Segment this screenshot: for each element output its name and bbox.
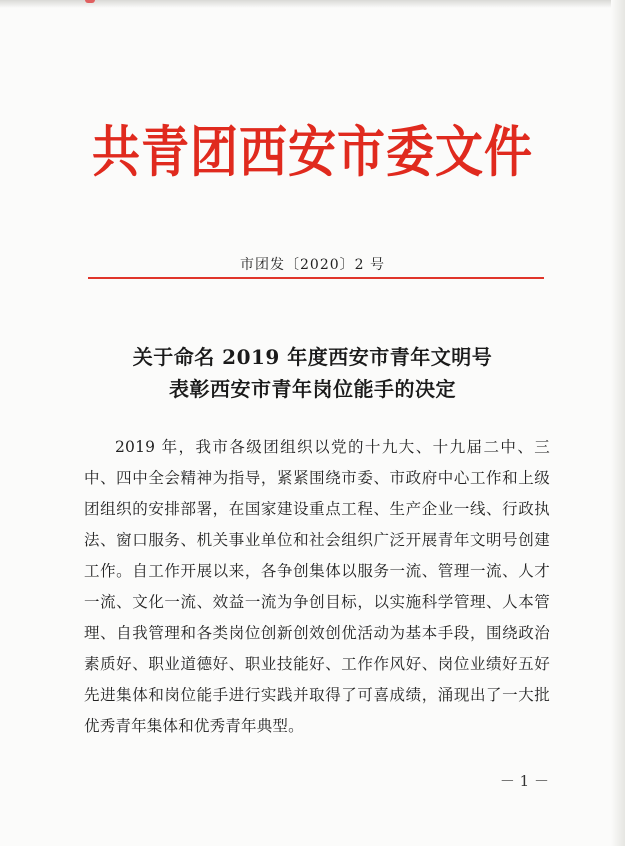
document-number: 市团发〔2020〕2 号 (240, 257, 385, 273)
corner-mark (85, 0, 95, 3)
page-number: － 1 － (499, 772, 549, 790)
red-separator-line (88, 277, 544, 279)
document-masthead: 共青团西安市委文件 (91, 120, 533, 185)
document-title-line-2: 表彰西安市青年岗位能手的决定 (169, 377, 456, 401)
body-paragraph: 2019 年，我市各级团组织以党的十九大、十九届二中、三中、四中全会精神为指导，紧紧围绕市委、市政府中心工作和上级团组织的安排部署，在国家建设重点工程、生产企业一线、行政执法、窗口服务、机关事业单位和社会组织广泛开展青年文明号创建工作。自工作开展以来，各争创集体以服务一流、管理一流、人才一流、文化一流、效益一流为争创目标，以实施科学管理、人本管理、自我管理和各类岗位创新创效创优活动为基本手段，围绕政治素质好、职业道德好、职业技能好、工作作风好、岗位业绩好五好先进集体和岗位能手进行实践并取得了可喜成绩，涌现出了一大批优秀青年集体和优秀青年典型。 (84, 438, 550, 735)
document-title-line-1: 关于命名 2019 年度西安市青年文明号 (132, 345, 493, 369)
